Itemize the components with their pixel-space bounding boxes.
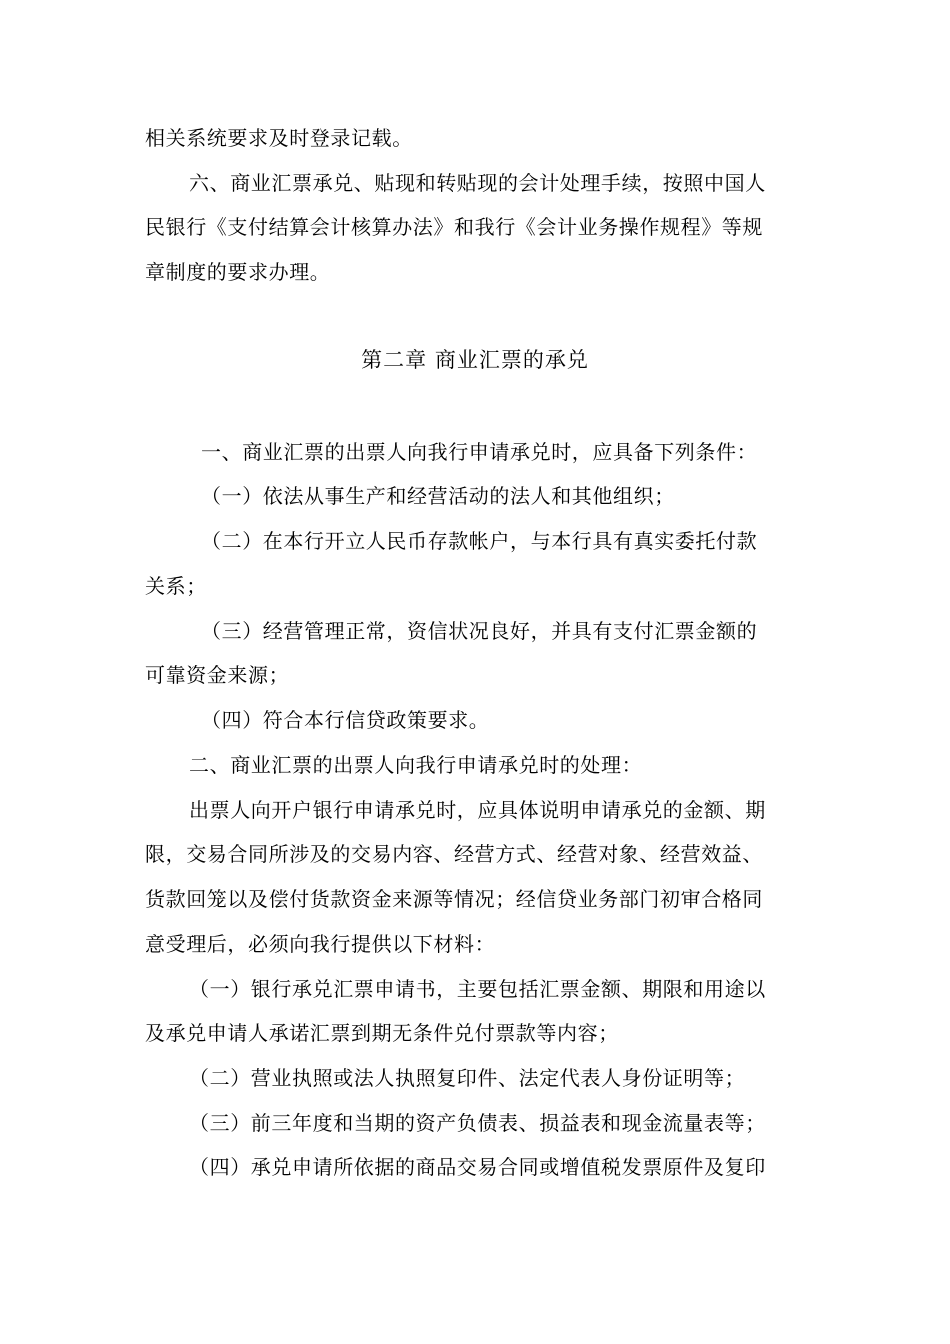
paragraph-line: 货款回笼以及偿付货款资金来源等情况；经信贷业务部门初审合格同 xyxy=(145,887,763,911)
paragraph-line: 民银行《支付结算会计核算办法》和我行《会计业务操作规程》等规 xyxy=(145,215,763,239)
chapter-title: 第二章 商业汇票的承兑 xyxy=(361,348,589,372)
paragraph-line: 出票人向开户银行申请承兑时，应具体说明申请承兑的金额、期 xyxy=(189,798,766,822)
paragraph-line: （三）经营管理正常，资信状况良好，并具有支付汇票金额的 xyxy=(201,619,758,643)
paragraph-line: 相关系统要求及时登录记载。 xyxy=(145,126,413,150)
paragraph-line: （一）依法从事生产和经营活动的法人和其他组织； xyxy=(201,484,675,508)
paragraph-line: 二、商业汇票的出票人向我行申请承兑时的处理： xyxy=(189,753,643,777)
paragraph-line: 限，交易合同所涉及的交易内容、经营方式、经营对象、经营效益、 xyxy=(145,842,763,866)
paragraph-line: （四）符合本行信贷政策要求。 xyxy=(201,708,490,732)
paragraph-line: 章制度的要求办理。 xyxy=(145,260,331,284)
paragraph-line: 六、商业汇票承兑、贴现和转贴现的会计处理手续，按照中国人 xyxy=(189,171,766,195)
paragraph-line: （三）前三年度和当期的资产负债表、损益表和现金流量表等； xyxy=(189,1111,766,1135)
paragraph-line: （二）在本行开立人民币存款帐户，与本行具有真实委托付款 xyxy=(201,529,758,553)
paragraph-line: （一）银行承兑汇票申请书，主要包括汇票金额、期限和用途以 xyxy=(189,977,766,1001)
paragraph-line: （二）营业执照或法人执照复印件、法定代表人身份证明等； xyxy=(189,1066,746,1090)
paragraph-line: 及承兑申请人承诺汇票到期无条件兑付票款等内容； xyxy=(145,1021,619,1045)
paragraph-line: 意受理后，必须向我行提供以下材料： xyxy=(145,932,496,956)
paragraph-line: 一、商业汇票的出票人向我行申请承兑时，应具备下列条件： xyxy=(201,440,758,464)
paragraph-line: （四）承兑申请所依据的商品交易合同或增值税发票原件及复印 xyxy=(189,1155,766,1179)
paragraph-line: 关系； xyxy=(145,574,207,598)
paragraph-line: 可靠资金来源； xyxy=(145,663,290,687)
